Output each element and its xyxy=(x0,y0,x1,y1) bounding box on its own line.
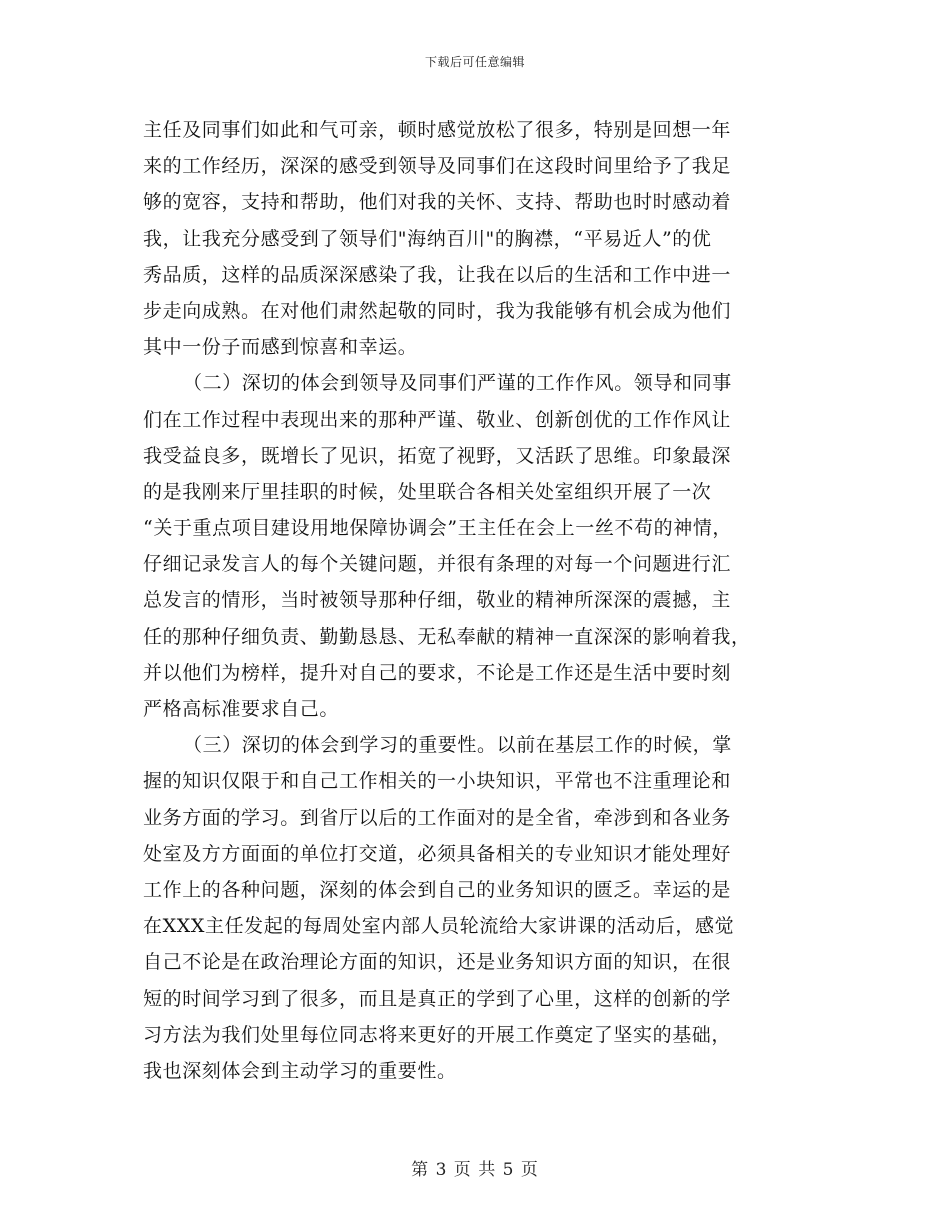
text-line: 们在工作过程中表现出来的那种严谨、敬业、创新创优的工作作风让 xyxy=(143,408,732,431)
page-number: 第 3 页 共 5 页 xyxy=(411,1160,539,1180)
text-line: 总发言的情形，当时被领导那种仔细，敬业的精神所深深的震撼，主 xyxy=(143,589,732,612)
text-line: 在XXX主任发起的每周处室内部人员轮流给大家讲课的活动后，感觉 xyxy=(143,915,735,938)
text-line: 步走向成熟。在对他们肃然起敬的同时，我为我能够有机会成为他们 xyxy=(143,299,732,322)
text-line: 我，让我充分感受到了领导们"海纳百川"的胸襟，“平易近人”的优 xyxy=(143,227,712,250)
text-line: 来的工作经历，深深的感受到领导及同事们在这段时间里给予了我足 xyxy=(143,155,732,178)
text-line: 工作上的各种问题，深刻的体会到自己的业务知识的匮乏。幸运的是 xyxy=(143,878,732,901)
paragraph-3-start: （三）深切的体会到学习的重要性。以前在基层工作的时候，掌 xyxy=(183,734,732,757)
text-line: 我也深刻体会到主动学习的重要性。 xyxy=(143,1059,457,1082)
text-line: 业务方面的学习。到省厅以后的工作面对的是全省，牵涉到和各业务 xyxy=(143,806,732,829)
text-line: 的是我刚来厅里挂职的时候，处里联合各相关处室组织开展了一次 xyxy=(143,480,712,503)
paragraph-2-start: （二）深切的体会到领导及同事们严谨的工作作风。领导和同事 xyxy=(183,372,732,395)
page-header: 下载后可任意编辑 xyxy=(424,55,525,69)
text-line: 严格高标准要求自己。 xyxy=(143,698,340,720)
text-line: 处室及方方面面的单位打交道，必须具备相关的专业知识才能处理好 xyxy=(143,842,732,865)
text-line: 习方法为我们处里每位同志将来更好的开展工作奠定了坚实的基础， xyxy=(143,1023,732,1046)
text-line: 任的那种仔细负责、勤勤恳恳、无私奉献的精神一直深深的影响着我， xyxy=(143,625,751,648)
text-line: 仔细记录发言人的每个关键问题，并很有条理的对每一个问题进行汇 xyxy=(143,553,732,576)
text-line: 主任及同事们如此和气可亲，顿时感觉放松了很多，特别是回想一年 xyxy=(143,119,732,141)
text-line: 短的时间学习到了很多，而且是真正的学到了心里，这样的创新的学 xyxy=(143,987,732,1010)
text-line: 秀品质，这样的品质深深感染了我，让我在以后的生活和工作中进一 xyxy=(143,263,732,286)
text-line: 其中一份子而感到惊喜和幸运。 xyxy=(143,336,418,359)
text-line: 自己不论是在政治理论方面的知识，还是业务知识方面的知识，在很 xyxy=(143,951,732,974)
text-line: 够的宽容，支持和帮助，他们对我的关怀、支持、帮助也时时感动着 xyxy=(143,191,732,214)
text-line: 并以他们为榜样，提升对自己的要求，不论是工作还是生活中要时刻 xyxy=(143,661,732,684)
text-line: “关于重点项目建设用地保障协调会”王主任在会上一丝不苟的神情， xyxy=(143,517,733,540)
text-line: 握的知识仅限于和自己工作相关的一小块知识，平常也不注重理论和 xyxy=(143,770,732,793)
document-body xyxy=(143,112,803,1089)
text-line: 我受益良多，既增长了见识，拓宽了视野，又活跃了思维。印象最深 xyxy=(143,444,732,467)
